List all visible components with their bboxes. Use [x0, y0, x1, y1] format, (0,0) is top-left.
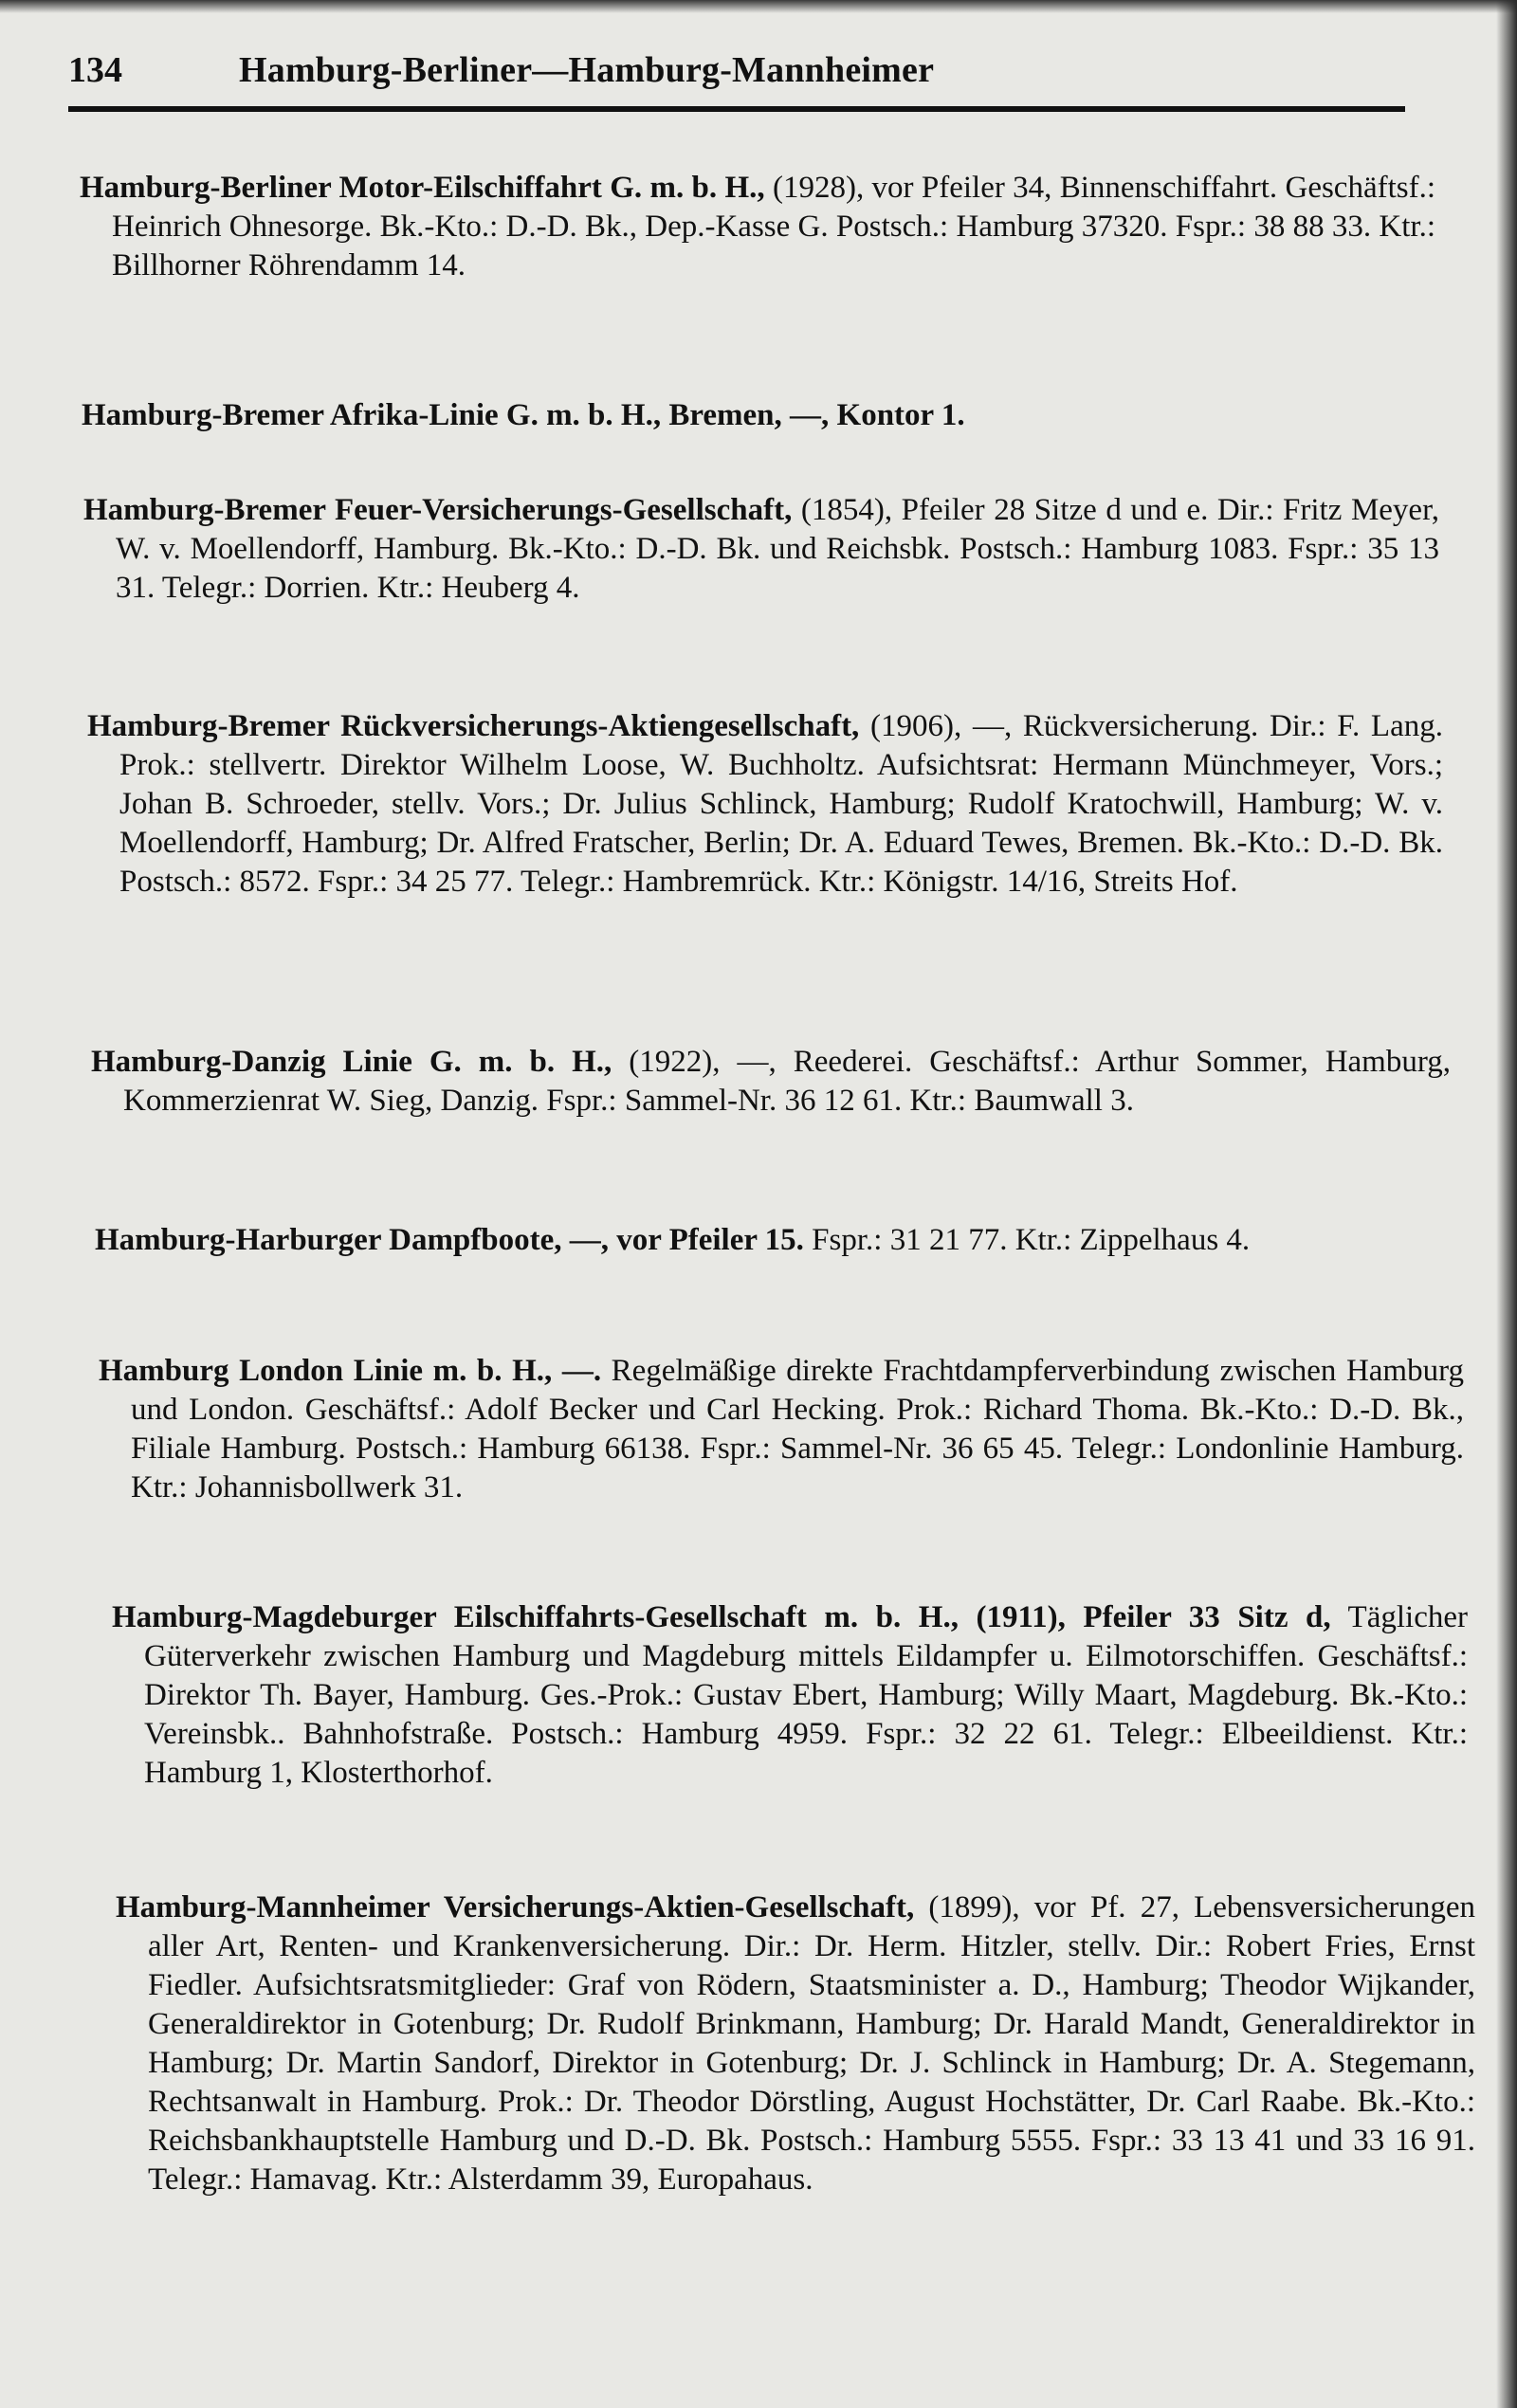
directory-entry — [83, 491, 1439, 608]
scan-shadow-top — [0, 0, 1517, 13]
entry-name: Hamburg London Linie m. b. H., —. — [99, 1354, 602, 1388]
entry-body: Fspr.: 31 21 77. Ktr.: Zippelhaus 4. — [803, 1223, 1251, 1257]
entry-name: Hamburg-Bremer Feuer-Versicherungs-Gesellschaft, — [83, 493, 793, 527]
entry-name: Hamburg-Magdeburger Eilschiffahrts-Gesellschaft m. b. H., (1911), Pfeiler 33 Sitz d, — [112, 1600, 1331, 1634]
directory-entry — [87, 707, 1443, 902]
entry-name: Hamburg-Bremer Afrika-Linie G. m. b. H., Bremen, —, Kontor 1. — [82, 398, 965, 432]
directory-entry — [80, 169, 1435, 285]
entry-name: Hamburg-Harburger Dampfboote, —, vor Pfeiler 15. — [95, 1223, 804, 1257]
entry-body: (1854), Pfeiler 28 Sitze d und e. Dir.: Fritz Meyer, W. v. Moellendorff, Hamburg. Bk.-Kto.: D.-D. Bk. und Reichsbk. Postsch.: Hamburg 1083. Fspr.: 35 13 31. Telegr.: Dorrien. Ktr.: Heuberg 4. — [116, 493, 1439, 605]
directory-entry — [112, 1598, 1468, 1793]
directory-entry — [82, 396, 1437, 435]
entry-body: Täglicher Güterverkehr zwischen Hamburg und Magdeburg mittels Eildampfer u. Eilmotorschiffen. Geschäftsf.: Direktor Th. Bayer, Hamburg. Ges.-Prok.: Gustav Ebert, Hamburg; Willy Maart, Magdeburg. Bk.-Kto.: Vereinsbk.. Bahnhofstraße. Postsch.: Hamburg 4959. Fspr.: 32 22 61. Telegr.: Elbeeildienst. Ktr.: Hamburg 1, Klosterthorhof. — [144, 1600, 1468, 1790]
directory-entry — [91, 1043, 1451, 1121]
entry-name: Hamburg-Mannheimer Versicherungs-Aktien-Gesellschaft, — [116, 1890, 915, 1925]
entry-body: (1899), vor Pf. 27, Lebensversicherungen aller Art, Renten- und Krankenversicherung. Dir.: Dr. Herm. Hitzler, stellv. Dir.: Robert Fries, Ernst Fiedler. Aufsichtsratsmitglieder: Graf von Rödern, Staatsminister a. D., Hamburg; Theodor Wijkander, Generaldirektor in Gotenburg; Dr. Rudolf Brinkmann, Hamburg; Dr. Harald Mandt, Generaldirektor in Hamburg; Dr. Martin Sandorf, Direktor in Gotenburg; Dr. J. Schlinck in Hamburg; Dr. A. Stegemann, Rechtsanwalt in Hamburg. Prok.: Dr. Theodor Dörstling, August Hochstätter, Dr. Carl Raabe. Bk.-Kto.: Reichsbankhauptstelle Hamburg und D.-D. Bk. Postsch.: Hamburg 5555. Fspr.: 33 13 41 und 33 16 91. Telegr.: Hamavag. Ktr.: Alsterdamm 39, Europahaus. — [148, 1890, 1475, 2197]
entry-name: Hamburg-Danzig Linie G. m. b. H., — [91, 1045, 612, 1079]
page-header — [68, 46, 1405, 112]
scan-shadow-right — [1496, 0, 1517, 2408]
entry-body: (1928), vor Pfeiler 34, Binnenschiffahrt. Geschäftsf.: Heinrich Ohnesorge. Bk.-Kto.: D.-D. Bk., Dep.-Kasse G. Postsch.: Hamburg 37320. Fspr.: 38 88 33. Ktr.: Billhorner Röhrendamm 14. — [112, 171, 1436, 283]
entry-body: (1922), —, Reederei. Geschäftsf.: Arthur Sommer, Hamburg, Kommerzienrat W. Sieg, Danzig. Fspr.: Sammel-Nr. 36 12 61. Ktr.: Baumwall 3. — [123, 1045, 1451, 1118]
entry-body: (1906), —, Rückversicherung. Dir.: F. Lang. Prok.: stellvertr. Direktor Wilhelm Loose, W. Buchholtz. Aufsichtsrat: Hermann Münchmeyer, Vors.; Johan B. Schroeder, stellv. Vors.; Dr. Julius Schlinck, Hamburg; Rudolf Kratochwill, Hamburg; W. v. Moellendorff, Hamburg; Dr. Alfred Fratscher, Berlin; Dr. A. Eduard Tewes, Bremen. Bk.-Kto.: D.-D. Bk. Postsch.: 8572. Fspr.: 34 25 77. Telegr.: Hambremrück. Ktr.: Königstr. 14/16, Streits Hof. — [119, 709, 1443, 899]
directory-entry — [95, 1221, 1454, 1260]
directory-entry — [99, 1352, 1464, 1507]
entry-name: Hamburg-Bremer Rückversicherungs-Aktiengesellschaft, — [87, 709, 860, 743]
running-title: Hamburg-Berliner—Hamburg-Mannheimer — [239, 50, 935, 90]
entry-body: Regelmäßige direkte Frachtdampferverbindung zwischen Hamburg und London. Geschäftsf.: Adolf Becker und Carl Hecking. Prok.: Richard Thoma. Bk.-Kto.: D.-D. Bk., Filiale Hamburg. Postsch.: Hamburg 66138. Fspr.: Sammel-Nr. 36 65 45. Telegr.: Londonlinie Hamburg. Ktr.: Johannisbollwerk 31. — [131, 1354, 1464, 1505]
directory-entry — [116, 1888, 1475, 2199]
entry-name: Hamburg-Berliner Motor-Eilschiffahrt G. m. b. H., — [80, 171, 765, 205]
page-number: 134 — [68, 50, 122, 90]
